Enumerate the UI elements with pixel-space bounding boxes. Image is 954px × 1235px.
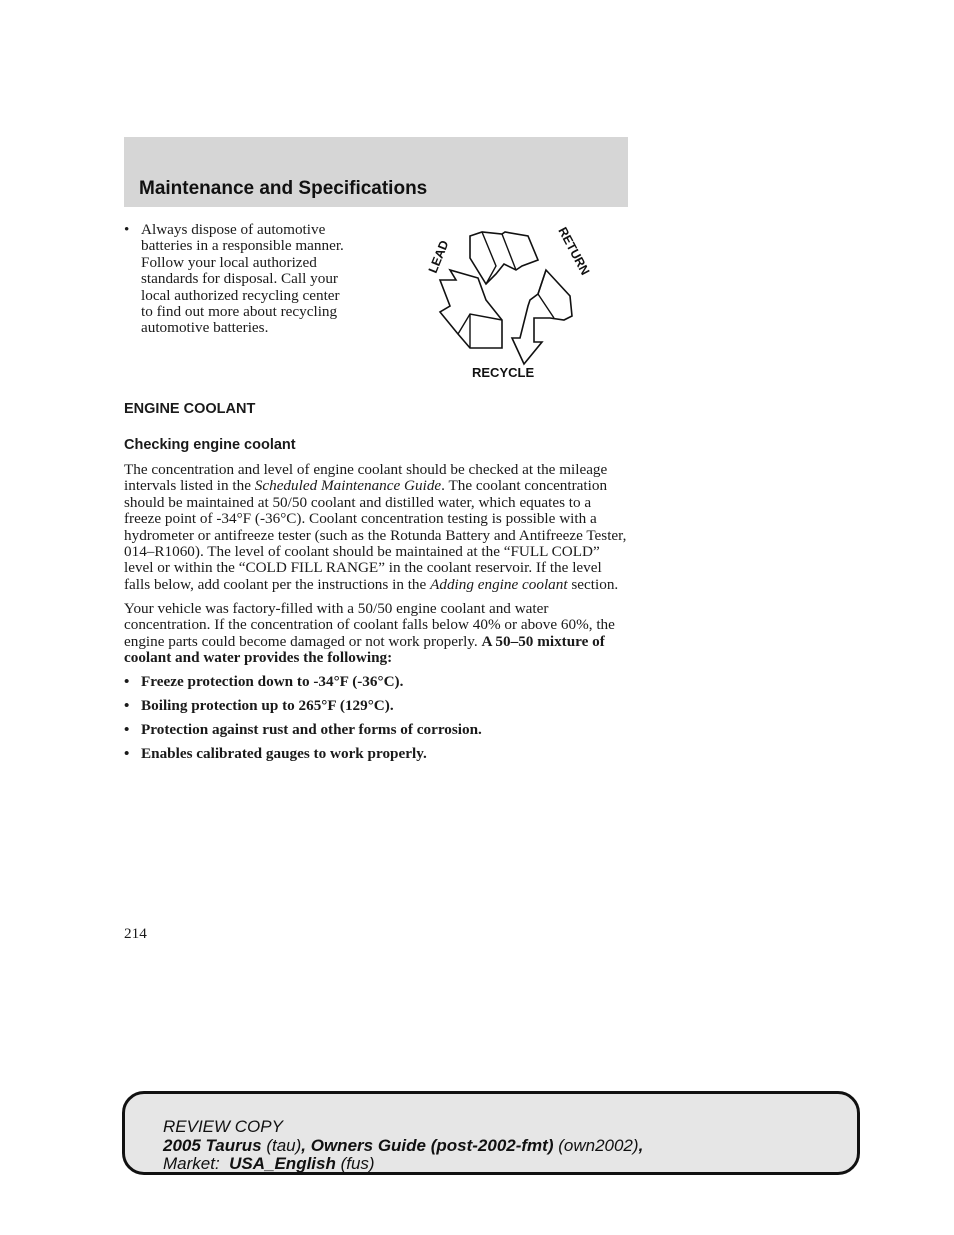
- model-guide-line: [163, 1137, 643, 1156]
- text-run: Your vehicle was factory-filled with a 50/50 engine coolant and water concentration. If the concentration of coolant falls below 40% or above 60%, the engine parts could become damaged or not work properly.: [124, 599, 615, 650]
- text-line: local authorized recycling center: [141, 286, 340, 304]
- market-line: [163, 1155, 643, 1174]
- review-copy-text: [163, 1118, 643, 1174]
- bullet-marker: •: [124, 672, 130, 690]
- text-run: section.: [567, 575, 619, 593]
- list-item-text: Boiling protection up to 265°F (129°C).: [141, 696, 394, 714]
- list-item-text: Enables calibrated gauges to work properly.: [141, 744, 427, 762]
- text-run: The concentration and level of engine coolant should be checked at the mileage intervals listed in the: [124, 461, 608, 495]
- text-line: Always dispose of automotive: [141, 221, 326, 238]
- text-line: automotive batteries.: [141, 319, 269, 337]
- battery-recycle-symbol: [410, 218, 610, 388]
- list-item: [124, 674, 630, 690]
- list-item: [124, 722, 630, 738]
- text-line: Follow your local authorized: [141, 253, 317, 271]
- guide-name: Owners Guide (post-2002-fmt): [310, 1135, 554, 1155]
- bullet-marker: •: [124, 744, 130, 762]
- recycle-arrow-left: [440, 270, 502, 348]
- battery-disposal-bullet: [124, 222, 384, 337]
- engine-coolant-heading: ENGINE COOLANT: [124, 401, 256, 417]
- text-line: batteries in a responsible manner.: [141, 237, 344, 255]
- market-label: Market:: [163, 1154, 230, 1173]
- coolant-paragraph-1: [124, 462, 630, 593]
- bullet-marker: •: [124, 221, 130, 238]
- coolant-benefits-list: [124, 674, 630, 762]
- checking-coolant-subheading: Checking engine coolant: [124, 437, 296, 453]
- text-line: standards for disposal. Call your: [141, 270, 338, 288]
- bullet-marker: •: [124, 696, 130, 714]
- coolant-body: [124, 462, 630, 770]
- bullet-marker: •: [124, 720, 130, 738]
- list-item-text: Protection against rust and other forms of corrosion.: [141, 720, 482, 738]
- model-name: 2005 Taurus: [163, 1135, 262, 1155]
- review-copy-box: [122, 1091, 860, 1175]
- section-title: Maintenance and Specifications: [139, 178, 428, 199]
- separator: ,: [301, 1135, 311, 1155]
- section-header-band: [124, 137, 628, 207]
- battery-disposal-text: [141, 222, 344, 337]
- mixture-statement: A 50–50 mixture of coolant and water provides the following:: [124, 632, 605, 666]
- separator: ,: [638, 1135, 644, 1155]
- market-name: USA_English: [229, 1154, 336, 1173]
- review-copy-label: REVIEW COPY: [163, 1117, 283, 1136]
- list-item-text: Freeze protection down to -34°F (-36°C).: [141, 672, 404, 690]
- scheduled-guide-reference: Scheduled Maintenance Guide: [254, 477, 442, 495]
- recycle-label-recycle: RECYCLE: [472, 365, 535, 380]
- recycle-label-return: RETURN: [555, 224, 593, 278]
- page-number: 214: [124, 925, 147, 942]
- recycle-label-lead: LEAD: [425, 238, 452, 276]
- adding-coolant-reference: Adding engine coolant: [430, 575, 568, 593]
- market-code: (fus): [335, 1154, 375, 1173]
- text-line: to find out more about recycling: [141, 303, 338, 321]
- model-code: (tau): [261, 1135, 302, 1155]
- recycle-arrows-icon: [410, 218, 610, 388]
- list-item: [124, 746, 630, 762]
- coolant-paragraph-2: [124, 601, 630, 667]
- text-run: . The coolant concentration should be maintained at 50/50 coolant and distilled water, which equates to a freeze point of -34°F (-36°C). Coolant concentration testing is possible with a hydrometer or antifreeze tester (such as the Rotunda Battery and Antifreeze Tester, 014–R1060). The level of coolant should be maintained at the “FULL COLD” level or within the “COLD FILL RANGE” in the coolant reservoir. If the level falls below, add coolant per the instructions in the: [124, 477, 627, 593]
- list-item: [124, 698, 630, 714]
- guide-code: (own2002): [553, 1135, 639, 1155]
